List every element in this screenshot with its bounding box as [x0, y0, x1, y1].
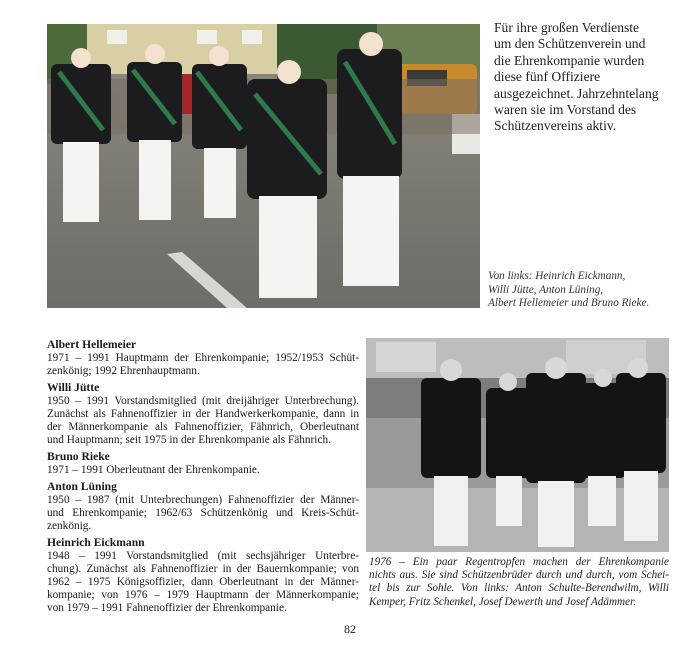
- bio-line: der Männerkompanie als Fahnenoffizier, Fähnrich, Oberleutnant: [47, 421, 359, 433]
- names-line: Willi Jütte, Anton Lüning,: [488, 283, 604, 296]
- bio-name: Heinrich Eickmann: [47, 536, 145, 549]
- bio-line: 1971 – 1991 Hauptmann der Ehrenkompanie; 1952/1953 Schüt-: [47, 352, 359, 364]
- names-line: Albert Hellemeier und Bruno Rieke.: [488, 297, 650, 310]
- bio-name: Bruno Rieke: [47, 450, 110, 463]
- bio-line: Zunächst als Fahnenoffizier in der Handwerkerkompanie, dann in: [47, 408, 359, 420]
- top-caption-line: diese fünf Offiziere: [494, 69, 601, 85]
- top-caption-line: ausgezeichnet. Jahrzehntelang: [494, 85, 659, 101]
- top-caption-line: die Ehrenkompanie wurden: [494, 52, 645, 68]
- bio-entry: [47, 480, 359, 533]
- top-caption-line: Für ihre großen Verdienste: [494, 20, 640, 35]
- bio-entry: [47, 338, 359, 378]
- caption-line: 1976 – Ein paar Regentropfen machen der Ehrenkompanie: [369, 556, 669, 568]
- parade-bw-photo: [366, 338, 669, 552]
- bio-line: 1948 – 1991 Vorstandsmitglied (mit sechsjähriger Unterbre-: [47, 550, 359, 562]
- bio-entry: [47, 536, 359, 615]
- names-line: Von links: Heinrich Eickmann,: [488, 270, 626, 282]
- bottom-caption: [369, 556, 669, 609]
- bio-line: und Ehrenkompanie; 1962/63 Schützenkönig und Kreis-Schüt-: [47, 507, 359, 519]
- top-photo-names: [488, 270, 688, 311]
- page-number: 82: [344, 622, 356, 636]
- bio-line: von 1979 – 1991 Fahnenoffizier der Ehrenkompanie.: [47, 602, 287, 614]
- bio-line: chung). Zunächst als Fahnenoffizier in der Bauernkompanie; von: [47, 563, 359, 575]
- bio-name: Anton Lüning: [47, 480, 117, 493]
- bio-line: 1962 – 1975 Königsoffizier, dann Oberleutnant in der Männer-: [47, 576, 359, 588]
- bio-line: zenkönig; 1992 Ehrenhauptmann.: [47, 365, 200, 377]
- bio-line: 1950 – 1991 Vorstandsmitglied (mit dreijähriger Unterbrechung).: [47, 395, 359, 407]
- bio-line: und Hauptmann; seit 1975 in der Ehrenkompanie als Fähnrich.: [47, 434, 331, 446]
- bio-name: Willi Jütte: [47, 381, 100, 394]
- bio-line: kompanie; von 1976 – 1979 Hauptmann der Männerkompanie;: [47, 589, 359, 601]
- top-caption: [494, 20, 684, 135]
- officers-color-photo: [47, 24, 480, 308]
- bio-line: zenkönig.: [47, 520, 92, 532]
- caption-line: tel bis zur Sohle. Von links: Anton Schulte-Berendwilm, Willi: [369, 582, 669, 595]
- bio-name: Albert Hellemeier: [47, 338, 137, 351]
- bio-entry: [47, 450, 359, 477]
- caption-line: nichts aus. Sie sind Schützenbrüder durch und durch, vom Schei-: [369, 569, 669, 582]
- bio-entry: [47, 381, 359, 447]
- top-caption-line: um den Schützenverein und: [494, 36, 646, 52]
- caption-line: Kemper, Fritz Schenkel, Josef Dewerth und Josef Adämmer.: [369, 595, 636, 608]
- bio-line: 1971 – 1991 Oberleutnant der Ehrenkompanie.: [47, 464, 260, 476]
- top-caption-line: Schützenvereins aktiv.: [494, 118, 617, 134]
- top-caption-line: waren sie im Vorstand des: [494, 102, 637, 118]
- biographies: [47, 338, 359, 618]
- bio-line: 1950 – 1987 (mit Unterbrechungen) Fahnenoffizier der Männer-: [47, 494, 359, 506]
